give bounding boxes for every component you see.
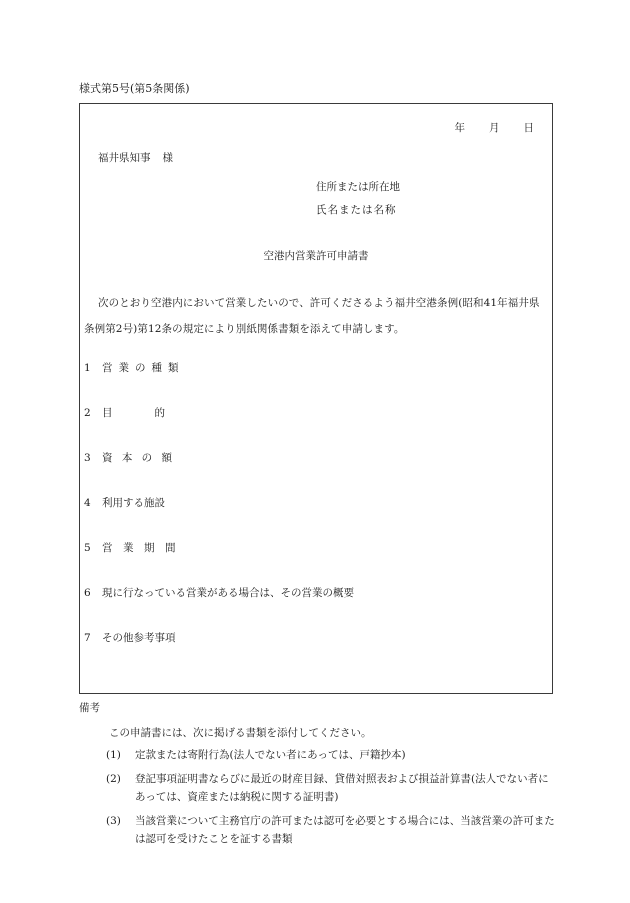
item-business-period [84,540,176,555]
document-title: 空港内営業許可申請書 [263,250,369,262]
notes-intro: この申請書には、次に掲げる書類を添付してください。 [109,727,372,739]
applicant-name-label: 氏名または名称 [316,204,397,216]
application-statement: 次のとおり空港内において営業したいので、許可くださるよう福井空港条例(昭和41年福井県条例第2号)第12条の規定により別紙関係書類を添えて申請します。 [84,297,540,335]
item-label: 目 的 [102,407,165,419]
item-number: 1 [84,362,91,374]
date-line [455,122,535,135]
item-current-business [84,585,354,600]
item-facilities [84,495,165,510]
date-day: 日 [523,122,534,134]
item-business-type [84,360,185,375]
item-other-reference [84,630,176,645]
item-label: その他参考事項 [102,632,176,644]
addressee-name: 福井県知事 [98,152,151,164]
date-month: 月 [489,122,500,134]
item-label: 営 業 期 間 [102,542,176,554]
note-text: 定款または寄附行為(法人でない者にあっては、戸籍抄本) [135,749,406,761]
item-label: 利用する施設 [102,497,165,509]
note-number: (1) [106,749,121,761]
notes-section [79,700,559,848]
note-item [79,812,559,848]
note-number: (3) [106,815,121,827]
application-form-box [79,103,553,694]
note-number: (2) [106,773,121,785]
note-item [79,770,559,806]
item-purpose [84,405,165,420]
item-capital [84,450,175,465]
item-label: 現に行なっている営業がある場合は、その営業の概要 [102,587,354,599]
item-number: 2 [84,407,91,419]
note-item [79,746,559,764]
addressee [98,152,173,165]
note-text: 登記事項証明書ならびに最近の財産目録、貸借対照表および損益計算書(法人でない者にあっては、資産または納税に関する証明書) [135,773,549,803]
item-label: 資 本 の 額 [102,452,176,464]
date-year: 年 [454,122,465,134]
addressee-honorific: 様 [162,152,173,164]
item-number: 5 [84,542,91,554]
item-number: 7 [84,632,91,644]
form-number: 様式第5号(第5条関係) [79,82,190,95]
item-number: 6 [84,587,91,599]
item-number: 3 [84,452,91,464]
note-text: 当該営業について主務官庁の許可または認可を必要とする場合には、当該営業の許可または認可を受けたことを証する書類 [135,815,555,845]
item-number: 4 [84,497,91,509]
notes-heading: 備考 [79,702,100,714]
item-label: 営業の種類 [102,362,185,374]
applicant-address-label: 住所または所在地 [316,181,400,193]
